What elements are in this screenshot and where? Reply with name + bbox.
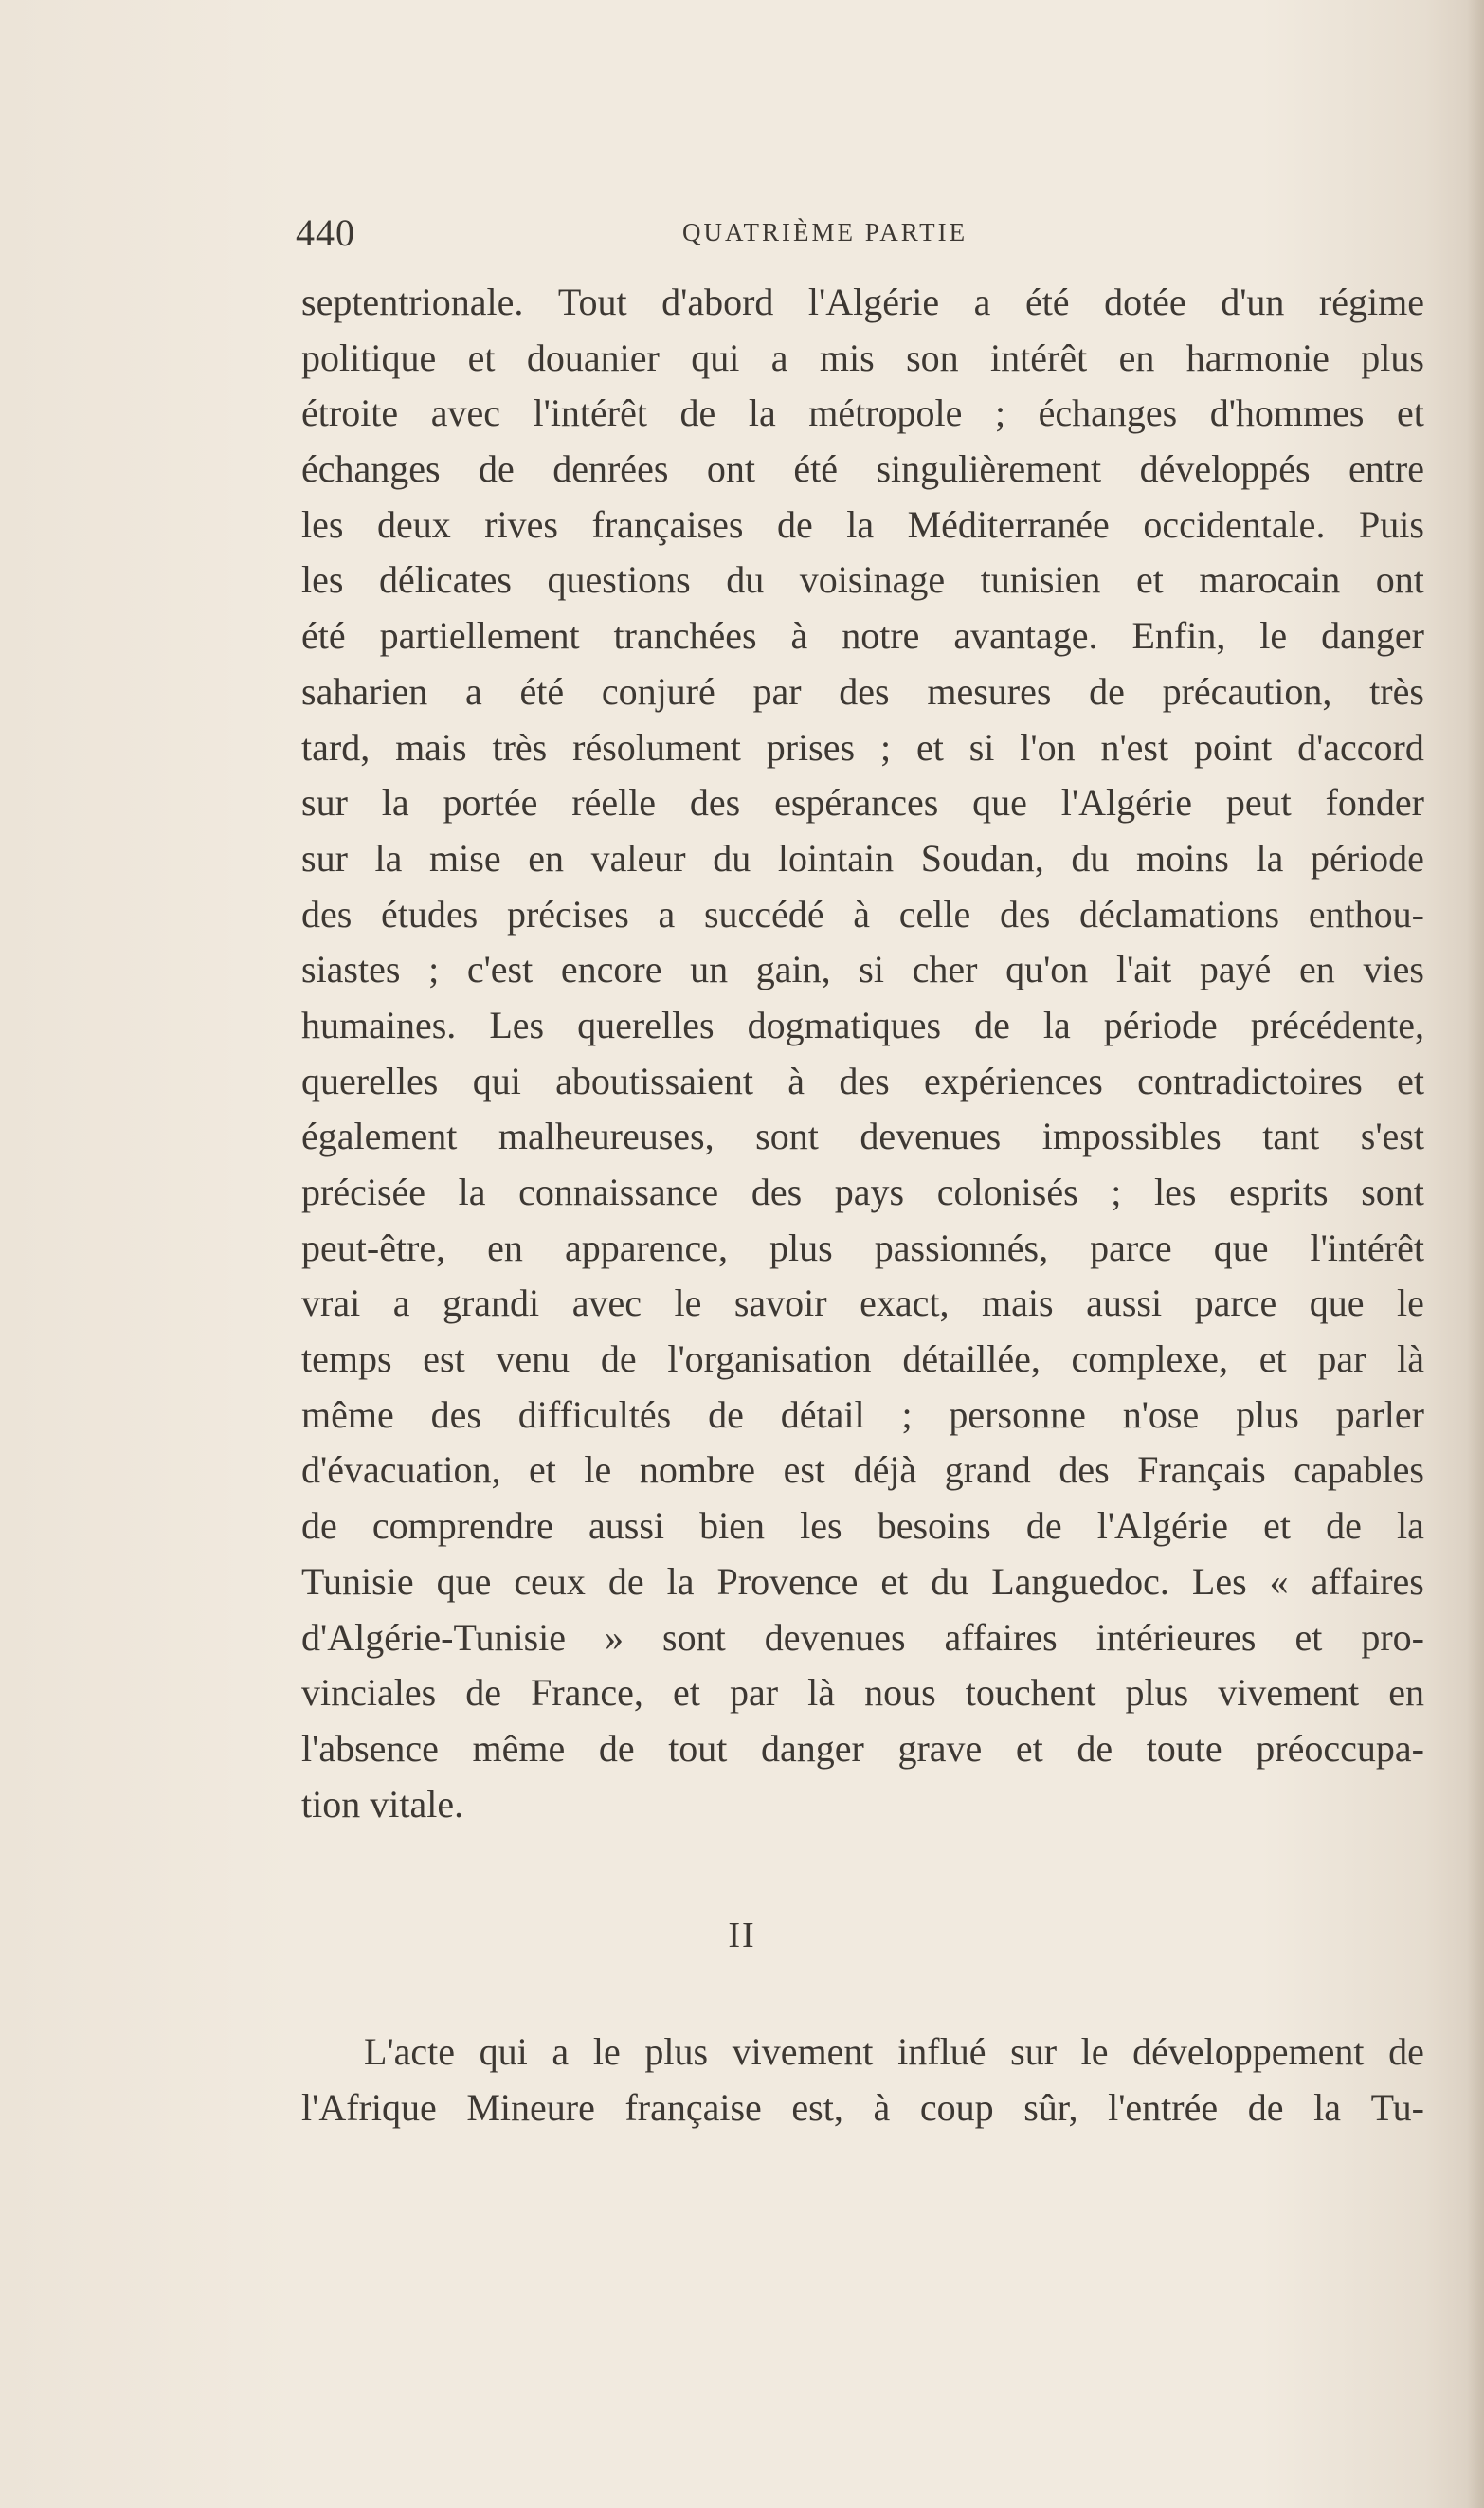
text-line: vinciales de France, et par là nous touchent plus vivement en: [301, 1671, 1424, 1715]
running-head: [0, 210, 1484, 267]
text-line: politique et douanier qui a mis son intérêt en harmonie plus: [301, 336, 1424, 379]
text-line: septentrionale. Tout d'abord l'Algérie a été dotée d'un régime: [301, 281, 1424, 323]
text-line: querelles qui aboutissaient à des expériences contradictoires et: [301, 1059, 1424, 1102]
text-line: saharien a été conjuré par des mesures de précaution, très: [301, 669, 1424, 713]
text-line: temps est venu de l'organisation détaillée, complexe, et par là: [301, 1337, 1424, 1381]
text-line: siastes ; c'est encore un gain, si cher qu'on l'ait payé en vies: [301, 948, 1424, 991]
text-line: vrai a grandi avec le savoir exact, mais aussi parce que le: [301, 1281, 1424, 1325]
text-line: même des difficultés de détail ; personne n'ose plus parler: [301, 1392, 1424, 1436]
paragraph-1: [301, 275, 1424, 1832]
text-line: également malheureuses, sont devenues impossibles tant s'est: [301, 1115, 1424, 1158]
paragraph-2: [301, 2025, 1424, 2135]
text-line: précisée la connaissance des pays colonisés ; les esprits sont: [301, 1171, 1424, 1213]
text-line: les deux rives françaises de la Méditerranée occidentale. Puis: [301, 502, 1424, 546]
text-line: sur la portée réelle des espérances que l'Algérie peut fonder: [301, 781, 1424, 825]
text-line: été partiellement tranchées à notre avantage. Enfin, le danger: [301, 614, 1424, 658]
text-line: L'acte qui a le plus vivement influé sur le développement de: [364, 2030, 1424, 2073]
text-line: l'absence même de tout danger grave et de toute préoccupa-: [301, 1726, 1424, 1770]
text-line: tion vitale.: [301, 1782, 464, 1826]
text-line: sur la mise en valeur du lointain Soudan, du moins la période: [301, 836, 1424, 880]
text-line: étroite avec l'intérêt de la métropole ; échanges d'hommes et: [301, 391, 1424, 435]
text-line: de comprendre aussi bien les besoins de l'Algérie et de la: [301, 1504, 1424, 1548]
text-line: l'Afrique Mineure française est, à coup sûr, l'entrée de la Tu-: [301, 2085, 1424, 2129]
page-edge-shadow: [1467, 0, 1484, 2508]
text-line: les délicates questions du voisinage tunisien et marocain ont: [301, 558, 1424, 602]
text-line: Tunisie que ceux de la Provence et du Languedoc. Les « affaires: [301, 1559, 1424, 1603]
running-title: QUATRIÈME PARTIE: [682, 218, 968, 246]
text-line: tard, mais très résolument prises ; et si l'on n'est point d'accord: [301, 725, 1424, 769]
page-number: 440: [296, 211, 355, 254]
text-line: d'évacuation, et le nombre est déjà grand des Français capables: [301, 1448, 1424, 1492]
text-line: d'Algérie-Tunisie » sont devenues affaires intérieures et pro-: [301, 1615, 1424, 1659]
text-line: des études précises a succédé à celle des déclamations enthou-: [301, 892, 1424, 936]
text-line: échanges de denrées ont été singulièrement développés entre: [301, 447, 1424, 491]
text-line: humaines. Les querelles dogmatiques de la période précédente,: [301, 1003, 1424, 1046]
section-heading: II: [728, 1916, 756, 1955]
text-line: peut-être, en apparence, plus passionnés, parce que l'intérêt: [301, 1226, 1424, 1269]
